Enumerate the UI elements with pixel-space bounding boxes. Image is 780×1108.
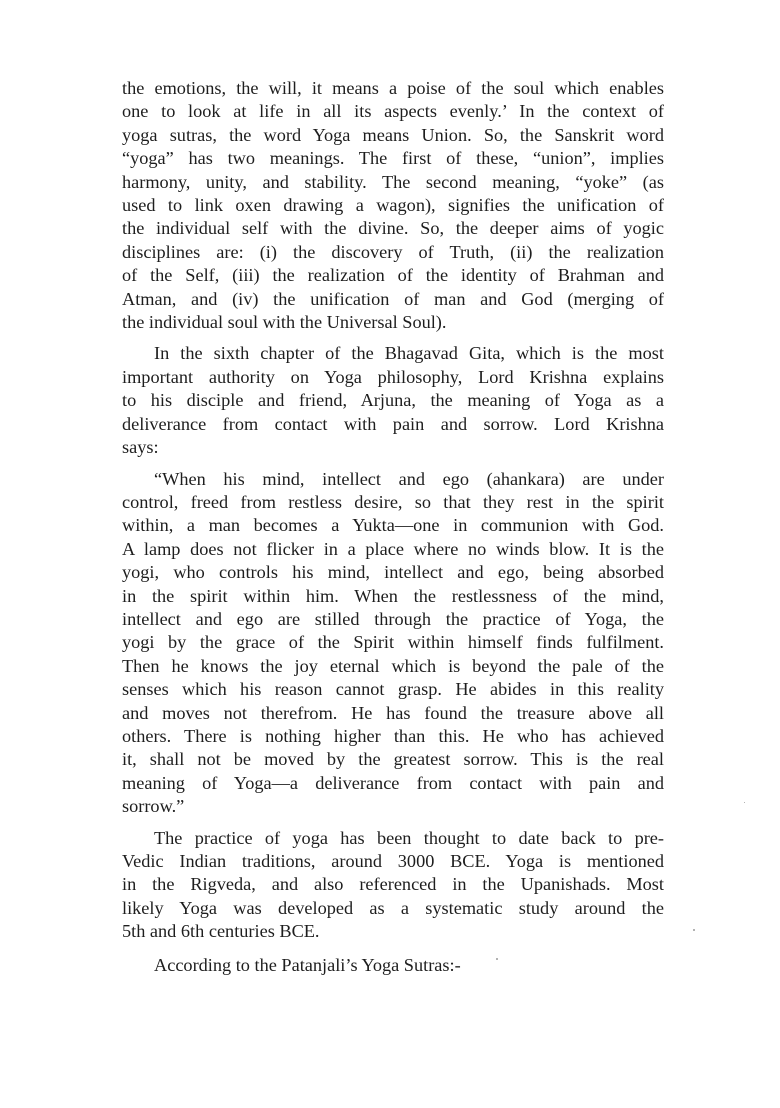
text-line: senses which his reason cannot grasp. He abides in this reality: [122, 679, 664, 700]
text-line: Vedic Indian traditions, around 3000 BCE. Yoga is mentioned: [122, 851, 664, 871]
text-line: of the Self, (iii) the realization of the identity of Brahman and: [122, 265, 664, 286]
text-line: deliverance from contact with pain and sorrow. Lord Krishna: [122, 413, 664, 434]
text-line: meaning of Yoga—a deliverance from contact with pain and: [122, 772, 664, 793]
text-line: likely Yoga was developed as a systematic study around the: [122, 897, 664, 918]
text-line: control, freed from restless desire, so that they rest in the spirit: [122, 491, 664, 512]
scan-speck: [496, 958, 498, 960]
text-line: used to link oxen drawing a wagon), signifies the unification of: [122, 195, 664, 216]
text-line: in the Rigveda, and also referenced in the Upanishads. Most: [122, 874, 664, 895]
text-line: it, shall not be moved by the greatest sorrow. This is the real: [122, 749, 664, 770]
text-line: yoga sutras, the word Yoga means Union. So, the Sanskrit word: [122, 124, 664, 145]
text-line: “yoga” has two meanings. The first of these, “union”, implies: [122, 148, 664, 169]
text-line: Then he knows the joy eternal which is beyond the pale of the: [122, 655, 664, 676]
scan-speck: [693, 929, 695, 931]
text-line: The practice of yoga has been thought to date back to pre-: [154, 827, 664, 848]
paragraph-bhagavad-gita: [122, 342, 664, 459]
text-line: and moves not therefrom. He has found the treasure above all: [122, 702, 664, 723]
paragraph-yoga-meaning: [122, 77, 664, 334]
paragraph-yoga-history: [122, 827, 664, 944]
text-line: In the sixth chapter of the Bhagavad Gita, which is the most: [154, 343, 664, 364]
scan-speck: [744, 802, 745, 803]
text-line: one to look at life in all its aspects evenly.’ In the context of: [122, 101, 664, 122]
text-line: A lamp does not flicker in a place where no winds blow. It is the: [122, 538, 664, 559]
text-line: to his disciple and friend, Arjuna, the meaning of Yoga as a: [122, 390, 664, 411]
text-line: harmony, unity, and stability. The second meaning, “yoke” (as: [122, 171, 664, 192]
text-line: important authority on Yoga philosophy, Lord Krishna explains: [122, 366, 664, 387]
text-line: says:: [122, 437, 159, 458]
text-line: yogi by the grace of the Spirit within himself finds fulfilment.: [122, 632, 664, 653]
text-line: disciplines are: (i) the discovery of Truth, (ii) the realization: [122, 241, 664, 262]
text-line: the individual soul with the Universal Soul).: [122, 312, 447, 333]
text-line: the individual self with the divine. So, the deeper aims of yogic: [122, 218, 664, 239]
paragraph-patanjali-intro: [122, 954, 664, 977]
text-line: According to the Patanjali’s Yoga Sutras:-: [154, 954, 461, 975]
text-line: “When his mind, intellect and ego (ahankara) are under: [154, 468, 664, 489]
text-line: others. There is nothing higher than this. He who has achieved: [122, 725, 664, 746]
text-line: the emotions, the will, it means a poise of the soul which enables: [122, 78, 664, 98]
text-line: yogi, who controls his mind, intellect and ego, being absorbed: [122, 562, 664, 583]
book-page: [122, 77, 664, 985]
text-line: Atman, and (iv) the unification of man and God (merging of: [122, 288, 664, 309]
text-line: sorrow.”: [122, 796, 185, 817]
text-line: within, a man becomes a Yukta—one in communion with God.: [122, 515, 664, 536]
text-line: in the spirit within him. When the restlessness of the mind,: [122, 585, 664, 606]
text-line: 5th and 6th centuries BCE.: [122, 921, 320, 942]
text-line: intellect and ego are stilled through the practice of Yoga, the: [122, 608, 664, 629]
paragraph-krishna-quote: [122, 468, 664, 819]
